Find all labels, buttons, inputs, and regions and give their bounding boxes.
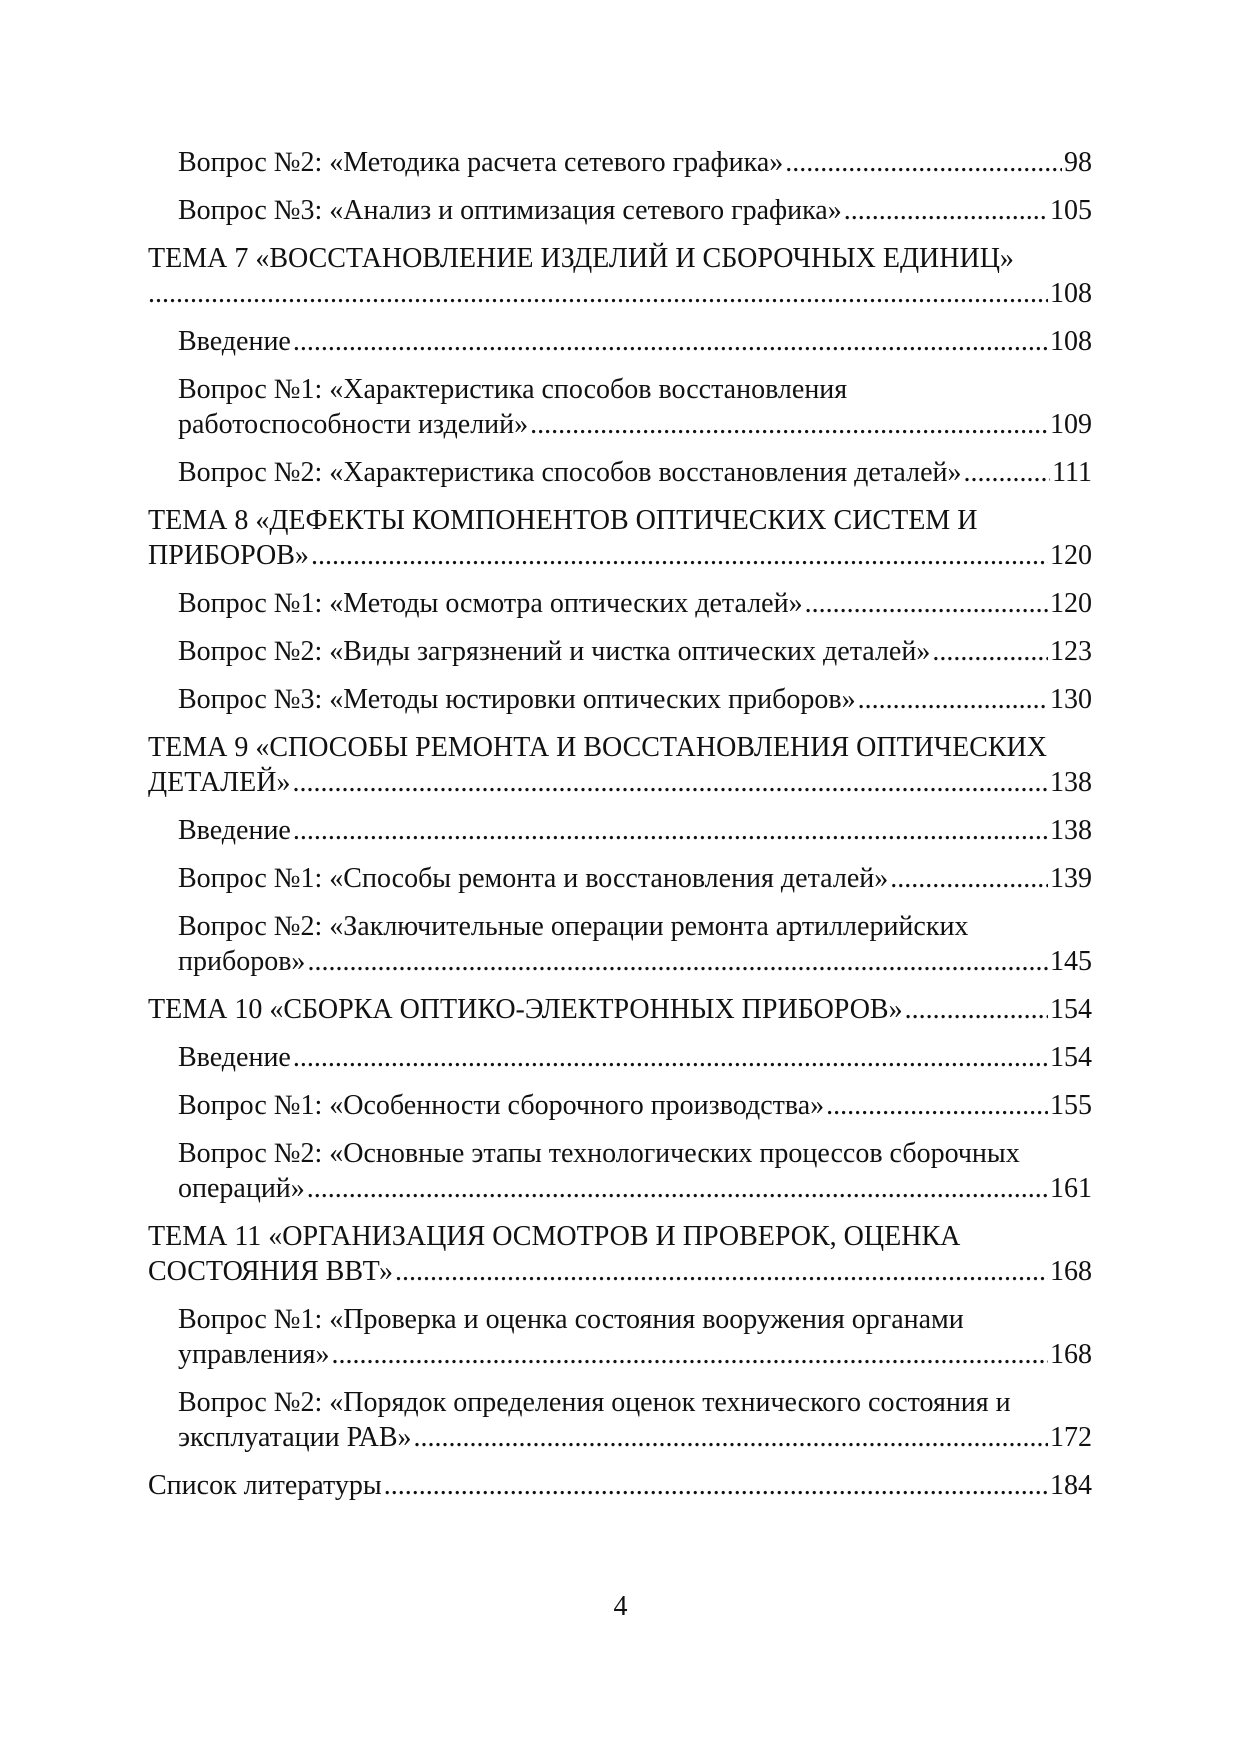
toc-chapter-page: 120 <box>1050 540 1092 571</box>
dot-leader <box>148 276 1048 311</box>
dot-leader <box>785 145 1062 180</box>
dot-leader <box>826 1088 1048 1123</box>
toc-chapter[interactable] <box>148 503 1092 573</box>
dot-leader <box>307 1171 1048 1206</box>
dot-leader <box>414 1420 1049 1455</box>
toc-chapter-title: ТЕМА 8 «ДЕФЕКТЫ КОМПОНЕНТОВ ОПТИЧЕСКИХ СИСТЕМ И <box>148 505 978 536</box>
toc-entry-title-cont: эксплуатации РАВ» <box>178 1422 412 1453</box>
toc-chapter-page: 168 <box>1050 1256 1092 1287</box>
toc-chapter[interactable] <box>148 1468 1092 1503</box>
toc-entry-page: 155 <box>1050 1090 1092 1121</box>
table-of-contents <box>148 145 1092 1516</box>
toc-entry-title-cont: управления» <box>178 1339 330 1370</box>
toc-chapter[interactable] <box>148 1219 1092 1289</box>
toc-entry-title: Вопрос №1: «Способы ремонта и восстановления деталей» <box>178 863 889 894</box>
dot-leader <box>307 944 1048 979</box>
toc-entry[interactable] <box>148 634 1092 669</box>
toc-entry[interactable] <box>148 193 1092 228</box>
toc-entry[interactable] <box>148 813 1092 848</box>
toc-entry-page: 168 <box>1050 1339 1092 1370</box>
toc-entry-title: Вопрос №3: «Методы юстировки оптических приборов» <box>178 684 856 715</box>
toc-entry-title: Вопрос №2: «Порядок определения оценок технического состояния и <box>178 1387 1011 1418</box>
toc-chapter[interactable] <box>148 241 1092 311</box>
toc-entry[interactable] <box>148 372 1092 442</box>
toc-entry[interactable] <box>148 1385 1092 1455</box>
toc-entry[interactable] <box>148 682 1092 717</box>
toc-entry[interactable] <box>148 324 1092 359</box>
dot-leader <box>858 682 1048 717</box>
toc-chapter-title: ТЕМА 10 «СБОРКА ОПТИКО-ЭЛЕКТРОННЫХ ПРИБОРОВ» <box>148 994 903 1025</box>
toc-entry-page: 130 <box>1050 684 1092 715</box>
toc-entry-title: Вопрос №2: «Методика расчета сетевого графика» <box>178 147 784 178</box>
toc-entry-title: Вопрос №1: «Проверка и оценка состояния вооружения органами <box>178 1304 964 1335</box>
toc-entry[interactable] <box>148 1088 1092 1123</box>
dot-leader <box>805 586 1048 621</box>
toc-entry[interactable] <box>148 1302 1092 1372</box>
toc-entry-title: Вопрос №3: «Анализ и оптимизация сетевого графика» <box>178 195 842 226</box>
toc-chapter[interactable] <box>148 730 1092 800</box>
toc-entry-page: 154 <box>1050 1042 1092 1073</box>
dot-leader <box>293 1040 1048 1075</box>
toc-entry-page: 161 <box>1050 1173 1092 1204</box>
toc-entry-title: Введение <box>178 1042 291 1073</box>
toc-entry-page: 109 <box>1050 409 1092 440</box>
toc-entry-page: 172 <box>1050 1422 1092 1453</box>
toc-entry-title: Вопрос №2: «Заключительные операции ремонта артиллерийских <box>178 911 969 942</box>
toc-entry[interactable] <box>148 1040 1092 1075</box>
toc-entry-title: Введение <box>178 326 291 357</box>
dot-leader <box>844 193 1048 228</box>
toc-entry-title: Вопрос №2: «Виды загрязнений и чистка оптических деталей» <box>178 636 931 667</box>
toc-entry-title: Вопрос №2: «Характеристика способов восстановления деталей» <box>178 457 962 488</box>
toc-chapter-page: 154 <box>1050 994 1092 1025</box>
toc-entry[interactable] <box>148 145 1092 180</box>
dot-leader <box>292 765 1048 800</box>
dot-leader <box>293 813 1048 848</box>
toc-entry-page: 145 <box>1050 946 1092 977</box>
toc-entry-page: 138 <box>1050 815 1092 846</box>
dot-leader <box>311 538 1048 573</box>
toc-chapter-title: Список литературы <box>148 1470 382 1501</box>
toc-chapter[interactable] <box>148 992 1092 1027</box>
toc-entry-page: 98 <box>1064 147 1092 178</box>
toc-entry-title: Вопрос №1: «Характеристика способов восстановления <box>178 374 848 405</box>
dot-leader <box>963 455 1050 490</box>
toc-entry-title: Введение <box>178 815 291 846</box>
dot-leader <box>530 407 1048 442</box>
toc-entry[interactable] <box>148 861 1092 896</box>
dot-leader <box>395 1254 1048 1289</box>
toc-entry-page: 111 <box>1052 457 1092 488</box>
toc-entry-page: 105 <box>1050 195 1092 226</box>
dot-leader <box>293 324 1048 359</box>
toc-entry-title: Вопрос №1: «Методы осмотра оптических деталей» <box>178 588 803 619</box>
toc-entry-title: Вопрос №1: «Особенности сборочного производства» <box>178 1090 825 1121</box>
toc-entry-page: 123 <box>1050 636 1092 667</box>
toc-entry-title: Вопрос №2: «Основные этапы технологических процессов сборочных <box>178 1138 1020 1169</box>
toc-chapter-title: ТЕМА 9 «СПОСОБЫ РЕМОНТА И ВОССТАНОВЛЕНИЯ ОПТИЧЕСКИХ <box>148 732 1047 763</box>
toc-chapter-title-cont: ДЕТАЛЕЙ» <box>148 767 291 798</box>
toc-entry[interactable] <box>148 1136 1092 1206</box>
dot-leader <box>905 992 1048 1027</box>
dot-leader <box>384 1468 1048 1503</box>
toc-entry-title-cont: приборов» <box>178 946 306 977</box>
toc-entry-page: 120 <box>1050 588 1092 619</box>
toc-entry-page: 108 <box>1050 326 1092 357</box>
toc-chapter-page: 184 <box>1050 1470 1092 1501</box>
dot-leader <box>932 634 1048 669</box>
toc-chapter-title: ТЕМА 11 «ОРГАНИЗАЦИЯ ОСМОТРОВ И ПРОВЕРОК, ОЦЕНКА <box>148 1221 961 1252</box>
toc-entry-title-cont: операций» <box>178 1173 305 1204</box>
toc-chapter-page: 108 <box>1050 278 1092 309</box>
dot-leader <box>332 1337 1048 1372</box>
toc-entry[interactable] <box>148 455 1092 490</box>
toc-chapter-title: ТЕМА 7 «ВОССТАНОВЛЕНИЕ ИЗДЕЛИЙ И СБОРОЧНЫХ ЕДИНИЦ» <box>148 243 1014 274</box>
toc-entry-page: 139 <box>1050 863 1092 894</box>
toc-entry[interactable] <box>148 909 1092 979</box>
toc-chapter-page: 138 <box>1050 767 1092 798</box>
toc-entry-title-cont: работоспособности изделий» <box>178 409 529 440</box>
page-number: 4 <box>613 1591 628 1622</box>
dot-leader <box>890 861 1048 896</box>
toc-entry[interactable] <box>148 586 1092 621</box>
toc-chapter-title-cont: ПРИБОРОВ» <box>148 540 309 571</box>
toc-chapter-title-cont: СОСТОЯНИЯ ВВТ» <box>148 1256 394 1287</box>
